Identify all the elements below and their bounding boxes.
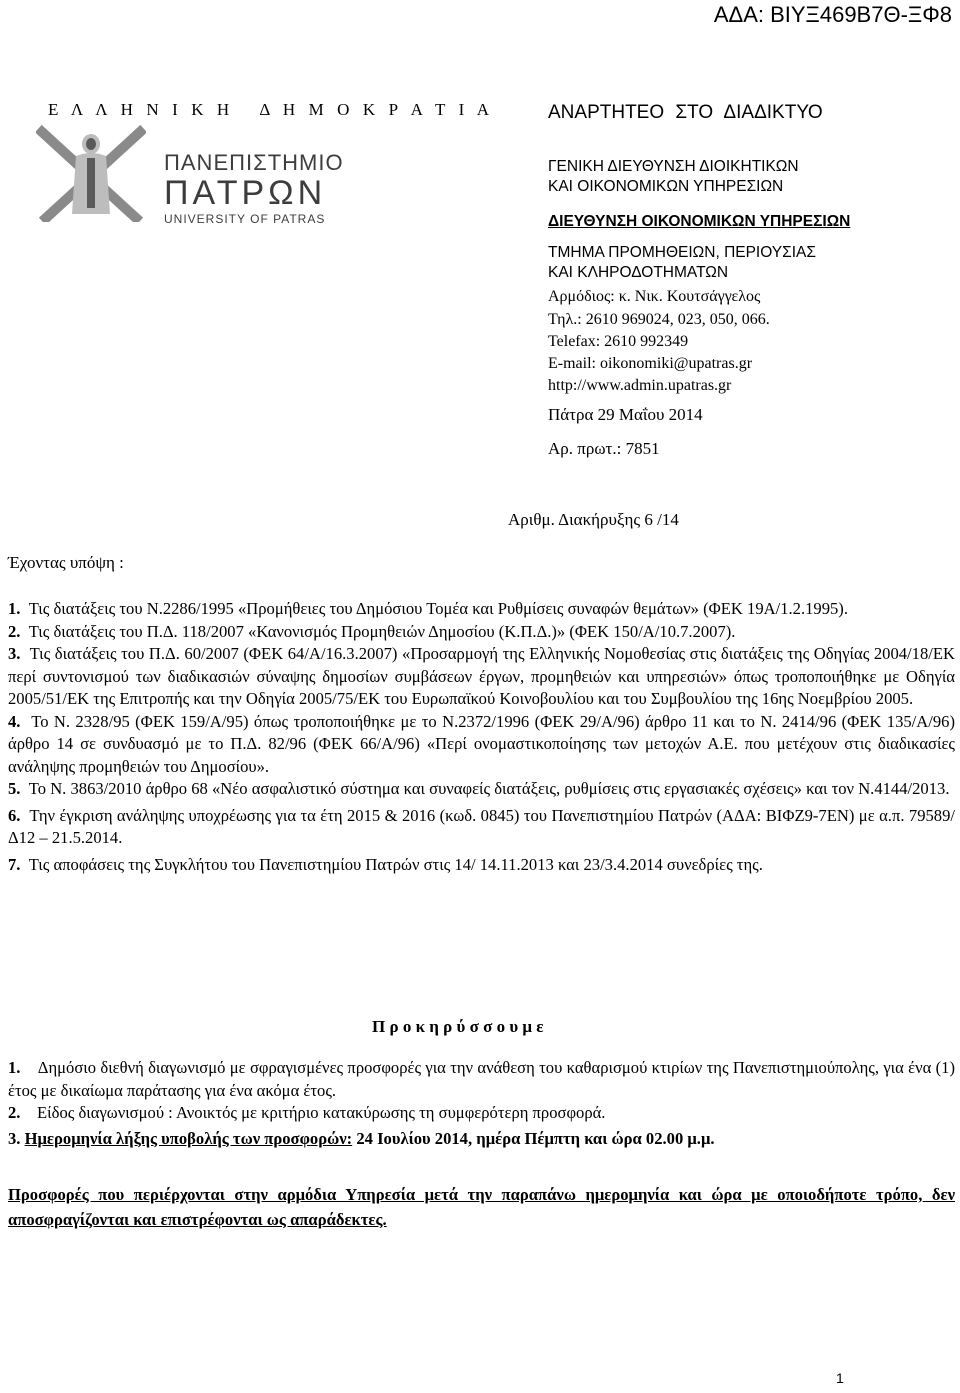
notice-number: Αριθμ. Διακήρυξης 6 /14 <box>508 510 679 529</box>
contact-phone: Τηλ.: 2610 969024, 023, 050, 066. <box>548 311 770 328</box>
general-directorate-line-2: ΚΑΙ ΟΙΚΟΝΟΜΙΚΩΝ ΥΠΗΡΕΣΙΩΝ <box>548 178 784 195</box>
announcements-list <box>8 1057 955 1150</box>
announcement-item: 3. Ημερομηνία λήξης υποβολής των προσφορών: 24 Ιουλίου 2014, ημέρα Πέμπτη και ώρα 02.00 μ.μ. <box>8 1128 715 1148</box>
contact-email: E-mail: oikonomiki@upatras.gr <box>548 355 753 372</box>
publish-online-label: ΑΝΑΡΤΗΤΕΟ ΣΤΟ ΔΙΑΔΙΚΤΥΟ <box>548 102 823 123</box>
protocol-number: Αρ. πρωτ.: 7851 <box>548 439 660 458</box>
consideration-item: 3. Τις διατάξεις του Π.Δ. 60/2007 (ΦΕΚ 64/Α/16.3.2007) «Προσαρμογή της Ελληνικής Νομοθεσίας στις διατάξεις της Οδηγίας 2004/18/ΕΚ περί συντονισμού των διαδικασιών σύναψης δημοσίων συμβάσεων έργων, προμηθειών και υπηρεσιών» όπως τροποποιήθηκε με Οδηγία 2005/51/ΕΚ της Επιτροπής και την Οδηγία 2005/75/ΕΚ του Ευρωπαϊκού Κοινοβουλίου και του Συμβουλίου της 16ης Νοεμβρίου 2005. <box>8 644 955 708</box>
consideration-item: 4. Το Ν. 2328/95 (ΦΕΚ 159/Α/95) όπως τροποποιήθηκε με το Ν.2372/1996 (ΦΕΚ 29/Α/96) άρθρο 11 και το Ν. 2414/96 (ΦΕΚ 135/Α/96) άρθρο 14 σε συνδυασμό με το Π.Δ. 82/96 (ΦΕΚ 66/Α/96) «Περί ονομαστικοποίησης των μετοχών Α.Ε. που μετέχουν στις διαδικασίες ανάληψης προμηθειών του Δημοσίου». <box>8 711 955 776</box>
document-date: Πάτρα 29 Μαΐου 2014 <box>548 405 703 424</box>
consideration-item: 2. Τις διατάξεις του Π.Δ. 118/2007 «Κανονισμός Προμηθειών Δημοσίου (Κ.Π.Δ.)» (ΦΕΚ 150/Α/10.7.2007). <box>8 621 736 641</box>
announcement-item: 2. Είδος διαγωνισμού : Ανοικτός με κριτήριο κατακύρωσης τη συμφερότερη προσφορά. <box>8 1103 606 1122</box>
page-number: 1 <box>836 1370 844 1386</box>
department-line-2: ΚΑΙ ΚΛΗΡΟΔΟΤΗΜΑΤΩΝ <box>548 264 729 281</box>
proclaim-heading: Π ρ ο κ η ρ ύ σ σ ο υ μ ε <box>372 1017 544 1036</box>
general-directorate-line-1: ΓΕΝΙΚΗ ΔΙΕΥΘΥΝΣΗ ΔΙΟΙΚΗΤΙΚΩΝ <box>548 158 799 175</box>
consideration-item: 5. Το Ν. 3863/2010 άρθρο 68 «Νέο ασφαλιστικό σύστημα και συναφείς διατάξεις, ρυθμίσεις στις εργασιακές σχέσεις» και τον Ν.4144/2013. <box>8 779 950 798</box>
consideration-item: 7. Τις αποφάσεις της Συγκλήτου του Πανεπιστημίου Πατρών στις 14/ 14.11.2013 και 23/3.4.2014 συνεδρίες της. <box>8 854 763 874</box>
department-line-1: ΤΜΗΜΑ ΠΡΟΜΗΘΕΙΩΝ, ΠΕΡΙΟΥΣΙΑΣ <box>548 244 816 261</box>
logo-line-2: ΠΑΤΡΩΝ <box>164 174 327 212</box>
logo-line-3: UNIVERSITY OF PATRAS <box>164 212 326 226</box>
logo-line-1: ΠΑΝΕΠΙΣΤΗΜΙΟ <box>164 150 344 175</box>
having-regard-label: Έχοντας υπόψη : <box>8 553 124 572</box>
contact-person: Αρμόδιος: κ. Νικ. Κουτσάγγελος <box>548 288 761 305</box>
contact-fax: Telefax: 2610 992349 <box>548 333 689 350</box>
deadline-value: 24 Ιουλίου 2014, ημέρα Πέμπτη και ώρα 02.00 μ.μ. <box>356 1128 715 1148</box>
saint-andrew-emblem-icon <box>36 122 146 222</box>
directorate-heading: ΔΙΕΥΘΥΝΣΗ ΟΙΚΟΝΟΜΙΚΩΝ ΥΠΗΡΕΣΙΩΝ <box>548 213 851 230</box>
considerations-list <box>8 598 955 876</box>
ada-code: ΑΔΑ: ΒΙΥΞ469Β7Θ-ΞΦ8 <box>713 2 952 27</box>
consideration-item: 1. Τις διατάξεις του Ν.2286/1995 «Προμήθειες του Δημόσιου Τομέα και Ρυθμίσεις συναφών θεμάτων» (ΦΕΚ 19Α/1.2.1995). <box>8 599 848 618</box>
hellenic-republic-heading: Ε Λ Λ Η Ν Ι Κ Η Δ Η Μ Ο Κ Ρ Α Τ Ι Α <box>48 100 494 119</box>
consideration-item: 6. Την έγκριση ανάληψης υποχρέωσης για τα έτη 2015 & 2016 (κωδ. 0845) του Πανεπιστημίου Πατρών (ΑΔΑ: ΒΙΦΖ9-7ΕΝ) με α.π. 79589/Δ12 – 21.5.2014. <box>8 805 955 847</box>
deadline-label: Ημερομηνία λήξης υποβολής των προσφορών: <box>24 1128 353 1148</box>
announcement-item: 1. Δημόσιο διεθνή διαγωνισμό με σφραγισμένες προσφορές για την ανάθεση του καθαρισμού κτιρίων της Πανεπιστημιούπολης, για ένα (1) έτος με δικαίωμα παράτασης για ένα ακόμα έτος. <box>8 1058 956 1100</box>
late-offers-notice: Προσφορές που περιέρχονται στην αρμόδια Υπηρεσία μετά την παραπάνω ημερομηνία και ώρα με οποιοδήποτε τρόπο, δεν αποσφραγίζονται και επιστρέφονται ως απαράδεκτες. <box>8 1185 955 1229</box>
contact-website: http://www.admin.upatras.gr <box>548 377 732 394</box>
university-logo <box>36 122 366 226</box>
